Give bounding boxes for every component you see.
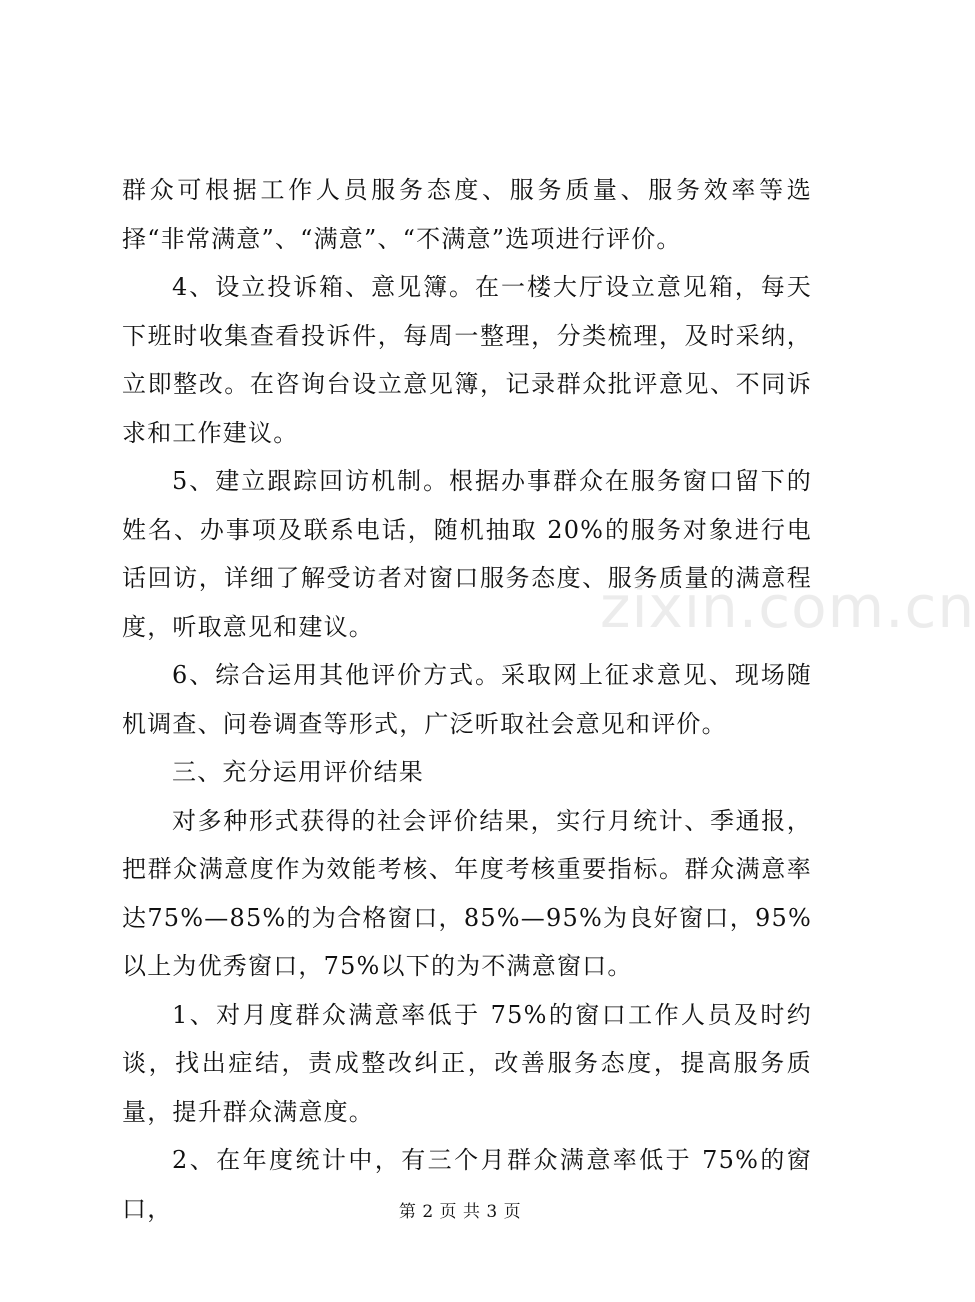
paragraph: 对多种形式获得的社会评价结果，实行月统计、季通报，把群众满意度作为效能考核、年度考核重要指标。群众满意率达75%—85%的为合格窗口，85%—95%为良好窗口，95%以上为优秀窗口，75%以下的为不满意窗口。 (122, 806, 812, 980)
paragraph: 群众可根据工作人员服务态度、服务质量、服务效率等选择“非常满意”、“满意”、“不满意”选项进行评价。 (122, 176, 812, 253)
page-footer: 第 2 页 共 3 页 (398, 1202, 522, 1222)
paragraph: 4、设立投诉箱、意见簿。在一楼大厅设立意见箱，每天下班时收集查看投诉件，每周一整理，分类梳理，及时采纳，立即整改。在咨询台设立意见簿，记录群众批评意见、不同诉求和工作建议。 (122, 273, 812, 447)
section-heading: 三、充分运用评价结果 (172, 758, 424, 786)
paragraph: 6、综合运用其他评价方式。采取网上征求意见、现场随机调查、问卷调查等形式，广泛听取社会意见和评价。 (122, 661, 812, 738)
paragraph: 2、在年度统计中，有三个月群众满意率低于 75%的窗口， (122, 1146, 812, 1223)
paragraph: 1、对月度群众满意率低于 75%的窗口工作人员及时约谈，找出症结，责成整改纠正，改善服务态度，提高服务质量，提升群众满意度。 (122, 1000, 812, 1126)
paragraph: 5、建立跟踪回访机制。根据办事群众在服务窗口留下的姓名、办事项及联系电话，随机抽取 20%的服务对象进行电话回访，详细了解受访者对窗口服务态度、服务质量的满意程度，听取意见和建议。 (122, 467, 812, 641)
document-body (122, 166, 812, 1233)
watermark: zixin.com.cn (600, 573, 975, 641)
